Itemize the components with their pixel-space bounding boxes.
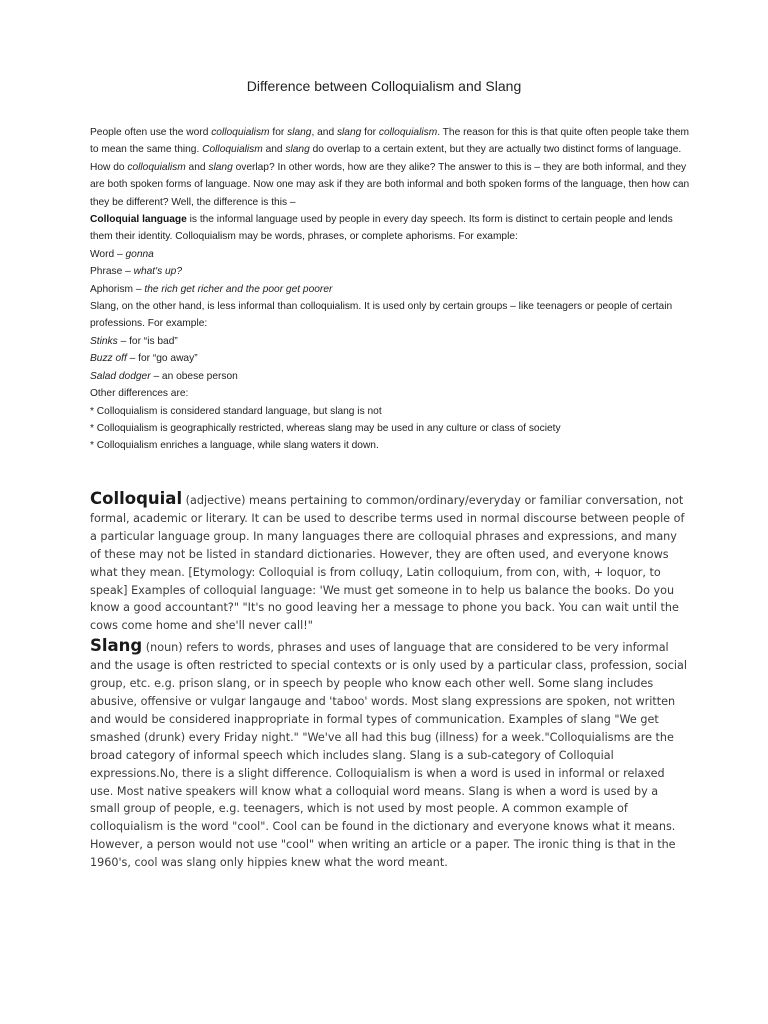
text-run: for: [361, 127, 379, 138]
example-label: Phrase –: [90, 266, 134, 278]
text-run: , and: [311, 127, 337, 138]
term-italic: slang: [208, 161, 233, 173]
bullet-item: * Colloquialism is geographically restricted, whereas slang may be used in any culture or class of society: [90, 422, 561, 434]
example-value: what's up?: [133, 266, 182, 278]
example-line: [90, 281, 690, 298]
colloquial-language-paragraph: [90, 211, 690, 246]
slang-example-line: [90, 350, 690, 367]
term-italic: colloquialism: [378, 127, 438, 138]
example-label: Word –: [90, 248, 126, 260]
term-italic: slang: [287, 127, 312, 138]
example-line: [90, 263, 690, 280]
slang-term: Buzz off: [90, 353, 127, 365]
overlap-paragraph: [90, 159, 690, 211]
term-italic: slang: [285, 144, 310, 156]
slang-definition: – for “is bad”: [117, 335, 178, 347]
text-run: People often use the word: [90, 127, 212, 138]
example-value: the rich get richer and the poor get poorer: [144, 283, 333, 295]
term-italic: colloquialism: [211, 127, 270, 138]
slang-term: Stinks: [90, 335, 118, 347]
term-italic: colloquialism: [127, 161, 186, 173]
definition-text: (adjective) means pertaining to common/ordinary/everyday or familiar conversation, not formal, academic or literary. It can be used to describe terms used in normal discourse between people of a particular language group. In many languages there are colloquial phrases and expressions, and many of these may not be listed in standard dictionaries. However, they are often used, and everyone knows what they mean. [Etymology: Colloquial is from colluqy, Latin colloquium, from con, with, + loquor, to speak] Examples of colloquial language: 'We must get someone in to help us balance the books. Do you know a good accountant?" "It's no good leaving her a message to phone you back. You can wait until the cows come home and she'll never call!": [90, 494, 685, 633]
example-line: [90, 246, 690, 263]
slang-definition: – an obese person: [150, 370, 238, 382]
slang-headword: Slang: [90, 636, 143, 656]
text-run: do overlap to a certain extent, but they are actually two distinct forms of language.: [309, 144, 682, 156]
slang-definition: [90, 637, 690, 872]
slang-definition: – for “go away”: [126, 353, 198, 365]
text-run: for: [269, 127, 288, 138]
example-value: gonna: [125, 248, 154, 260]
text-run: is the informal language used by people in every day speech. Its form is distinct to certain people and lends them their identity. Colloquialism may be words, phrases, or complete aphorisms. For example:: [90, 214, 673, 243]
section-definitions: [90, 490, 690, 872]
bullet-item: * Colloquialism is considered standard language, but slang is not: [90, 405, 382, 417]
document-title: Difference between Colloquialism and Slang: [246, 78, 522, 94]
definition-text: (noun) refers to words, phrases and uses of language that are considered to be very informal and the usage is often restricted to special contexts or is only used by a particular class, profession, social group, etc. e.g. prison slang, or in speech by people who know each other well. Some slang includes abusive, offensive or vulgar langauge and 'taboo' words. Most slang expressions are spoken, not written and would be considered inappropriate in formal types of communication. Examples of slang "We get smashed (drunk) every Friday night." "We've all had this bug (illness) for a week."Colloquialisms are the broad category of informal speech which includes slang. Slang is a sub-category of Colloquial expressions.No, there is a slight difference. Colloquialism is when a word is used in informal or relaxed use. Most native speakers will know what a colloquial word means. Slang is when a word is used by a small group of people, e.g. teenagers, which is not used by most people. A common example of colloquialism is the word "cool". Cool can be found in the dictionary and everyone knows what it means. However, a person would not use "cool" when writing an article or a paper. The ironic thing is that in the 1960's, cool was slang only hippies knew what the word meant.: [90, 641, 687, 870]
slang-example-line: [90, 368, 690, 385]
example-label: Aphorism –: [90, 283, 145, 295]
text-run: How do: [90, 161, 128, 173]
bullet-item: * Colloquialism enriches a language, while slang waters it down.: [90, 440, 379, 452]
bold-term: Colloquial language: [90, 214, 187, 226]
intro-paragraph: [90, 124, 690, 159]
text-run: and: [262, 144, 286, 156]
term-italic: slang: [336, 127, 362, 138]
colloquial-definition: [90, 490, 690, 635]
text-run: . The reason for this is that quite often people take them to mean the same thing.: [90, 127, 690, 156]
text-run: and: [185, 161, 209, 173]
slang-term: Salad dodger: [90, 370, 151, 382]
slang-paragraph: Slang, on the other hand, is less informal than colloquialism. It is used only by certain groups – like teenagers or people of certain professions. For example:: [90, 301, 673, 330]
text-run: overlap? In other words, how are they alike? The answer to this is – they are both informal, and they are both spoken forms of language. Now one may ask if they are both informal and both spoken forms of the language, then how can they be different? Well, the difference is this –: [90, 161, 690, 208]
term-italic: Colloquialism: [202, 144, 263, 156]
slang-example-line: [90, 333, 690, 350]
other-differences-heading: Other differences are:: [90, 388, 189, 400]
colloquial-headword: Colloquial: [90, 489, 183, 508]
section-difference: [90, 124, 690, 455]
